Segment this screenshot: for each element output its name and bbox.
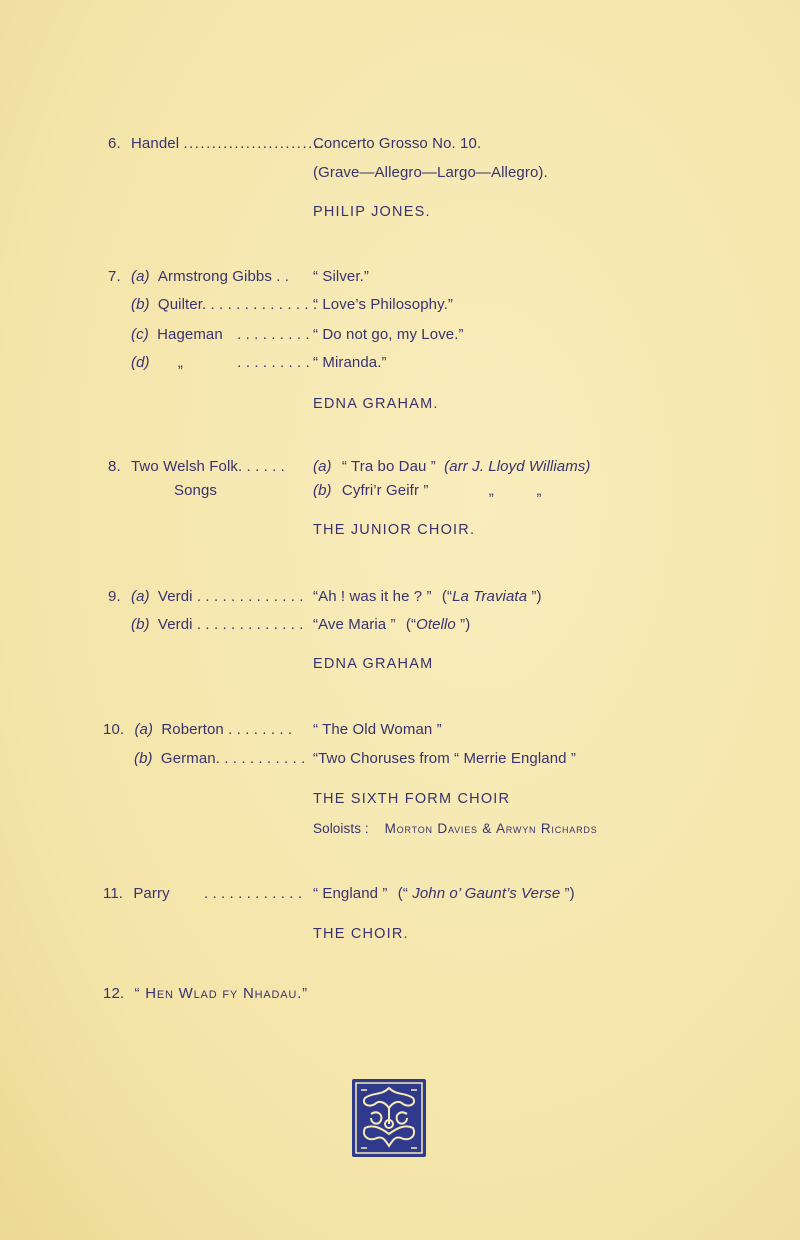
item-7-row-a xyxy=(108,268,289,285)
soloists-line xyxy=(313,821,598,836)
item-9-row-a xyxy=(108,588,304,605)
song-row-b xyxy=(313,482,542,499)
aria-row-b: “Ave Maria ” (“Otello ”) xyxy=(313,616,471,633)
item-number: 11. xyxy=(103,885,124,902)
anthem-title: “ Hen Wlad fy Nhadau.” xyxy=(134,985,308,1002)
performer-name: PHILIP JONES. xyxy=(313,204,431,220)
aria-title: “Ave Maria ” xyxy=(313,616,396,633)
item-number: 7. xyxy=(108,268,121,285)
composer-name: Roberton xyxy=(161,721,224,738)
part-label: (a) xyxy=(131,588,150,605)
song-title: “ Do not go, my Love.” xyxy=(313,326,464,343)
item-number: 6. xyxy=(108,135,121,152)
work-movements: (Grave—Allegro—Largo—Allegro). xyxy=(313,164,548,181)
song-row-a xyxy=(313,458,591,475)
item-number: 12. xyxy=(103,985,125,1002)
item-9-row-b xyxy=(131,616,304,633)
song-title: “ Tra bo Dau ” xyxy=(341,458,436,475)
composer-name: German xyxy=(160,750,216,767)
song-title: “Two Choruses from “ Merrie England ” xyxy=(313,750,576,767)
composer-name: Handel xyxy=(131,135,180,152)
song-title: “ Silver.” xyxy=(313,268,370,285)
leader-dots: . . xyxy=(271,268,290,285)
soloists-label: Soloists : xyxy=(313,821,369,836)
item-10-row-b xyxy=(134,750,305,767)
song-title: “ The Old Woman ” xyxy=(313,721,442,738)
item-number: 10. xyxy=(103,721,125,738)
item-10-row-a xyxy=(103,721,292,738)
song-title: “ England ” xyxy=(313,885,388,902)
part-label: (c) xyxy=(131,326,149,343)
ditto-marks: „ „ xyxy=(488,482,542,499)
leader-dots: . . . . . . . . . xyxy=(233,354,310,371)
part-label: (b) xyxy=(134,750,153,767)
soloists-names: Morton Davies & Arwyn Richards xyxy=(384,821,598,836)
composer-name: Parry xyxy=(133,885,170,902)
part-label: (a) xyxy=(313,458,332,475)
verse-title: John o’ Gaunt’s Verse xyxy=(412,885,561,902)
opera-title: La Traviata xyxy=(452,588,528,605)
aria-title: “Ah ! was it he ? ” xyxy=(313,588,432,605)
composer-name: Hageman xyxy=(157,326,223,343)
item-number: 9. xyxy=(108,588,121,605)
part-label: (a) xyxy=(131,268,150,285)
leader-dots: . . . . . . . . . xyxy=(232,326,310,343)
item-11-entry xyxy=(103,885,302,902)
song-title: “ Love’s Philosophy.” xyxy=(313,296,453,313)
composer-name: Verdi xyxy=(157,588,193,605)
song-title: “ Miranda.” xyxy=(313,354,387,371)
performer-name: EDNA GRAHAM xyxy=(313,656,434,672)
song-row: “ England ” (“ John o’ Gaunt’s Verse ”) xyxy=(313,885,575,902)
performer-name: THE JUNIOR CHOIR. xyxy=(313,522,476,538)
item-number: 8. xyxy=(108,458,121,475)
item-8-entry xyxy=(108,458,285,475)
arranger-credit: (arr J. Lloyd Williams) xyxy=(444,458,591,475)
leader-dots: . . . . . . xyxy=(238,458,285,475)
composer-name: Quilter xyxy=(157,296,202,313)
item-6-entry xyxy=(108,135,325,152)
performer-name: EDNA GRAHAM. xyxy=(313,396,439,412)
item-7-row-d xyxy=(131,354,310,371)
part-label: (b) xyxy=(313,482,332,499)
composer-name-line2: Songs xyxy=(174,482,218,499)
leader-dots: . . . . . . . . xyxy=(223,721,293,738)
song-title: Cyfri’r Geifr ” xyxy=(341,482,429,499)
part-label: (b) xyxy=(131,616,150,633)
leader-dots: . . . . . . . . . . . . xyxy=(199,885,303,902)
part-label: (b) xyxy=(131,296,150,313)
leader-dots: . . . . . . . . . . . xyxy=(215,750,306,767)
item-7-row-b xyxy=(131,296,317,313)
item-7-row-c xyxy=(131,326,310,343)
opera-title: Otello xyxy=(416,616,456,633)
item-12-entry xyxy=(103,985,308,1002)
leader-dots: . . . . . . . . . . . . . . xyxy=(201,296,318,313)
performer-name: THE SIXTH FORM CHOIR xyxy=(313,791,511,807)
part-label: (a) xyxy=(134,721,154,738)
composer-name: Verdi xyxy=(157,616,193,633)
part-label: (d) xyxy=(131,354,150,371)
aria-row-a: “Ah ! was it he ? ” (“La Traviata ”) xyxy=(313,588,542,605)
leader-dots: . . . . . . . . . . . . . xyxy=(192,588,304,605)
composer-name: Armstrong Gibbs xyxy=(157,268,272,285)
leader-dots: . . . . . . . . . . . . . xyxy=(192,616,304,633)
ornamental-knot-icon xyxy=(351,1078,427,1158)
ditto-mark: „ xyxy=(177,354,184,371)
composer-name: Two Welsh Folk xyxy=(131,458,238,475)
performer-name: THE CHOIR. xyxy=(313,926,409,942)
work-title: Concerto Grosso No. 10. xyxy=(313,135,482,152)
leader-dots: ......................... xyxy=(183,135,326,152)
